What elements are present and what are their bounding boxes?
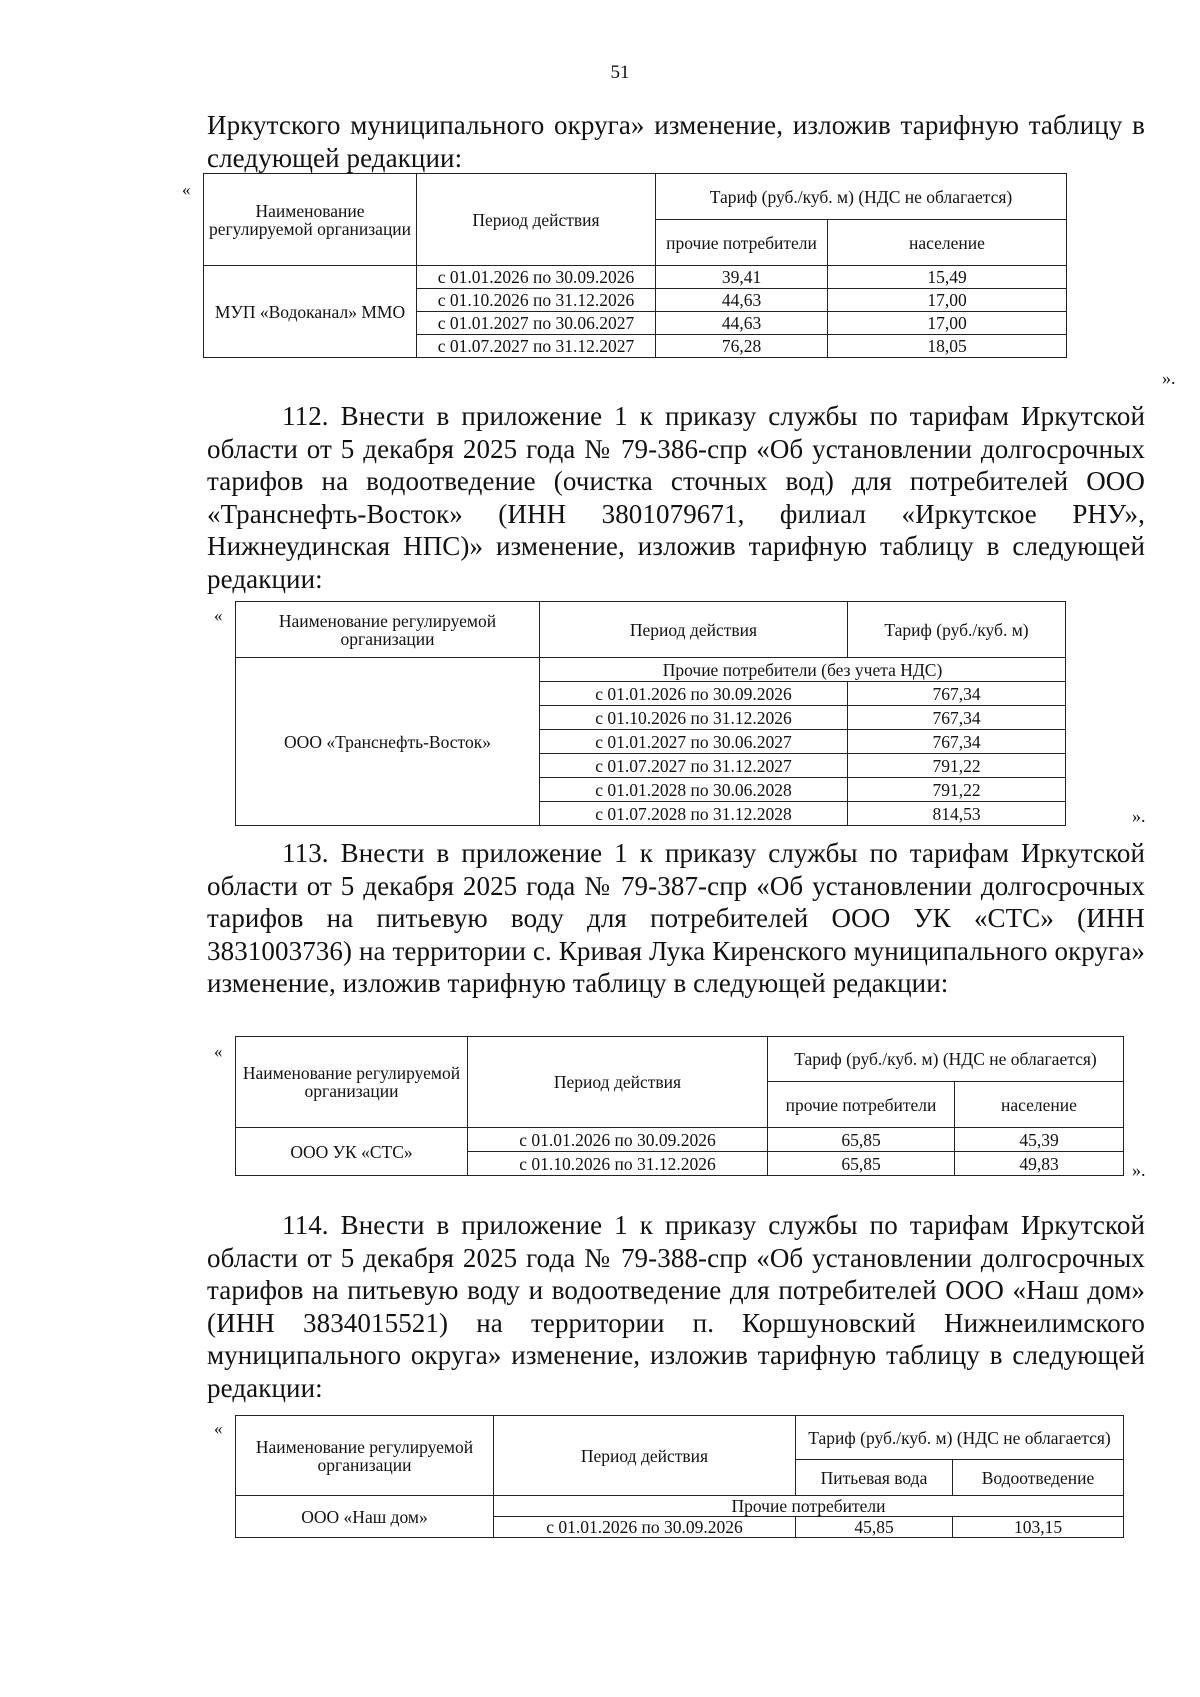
header-tariff: Тариф (руб./куб. м) (НДС не облагается) (656, 174, 1067, 220)
table-cell-value: 767,34 (848, 682, 1066, 706)
table2-open-quote: « (214, 606, 223, 625)
table-cell-value: 45,85 (796, 1517, 953, 1538)
header-tariff: Тариф (руб./куб. м) (НДС не облагается) (768, 1037, 1124, 1082)
header-population: население (828, 220, 1067, 266)
table-cell-value: 65,85 (768, 1128, 955, 1152)
table-cell-period: с 01.01.2026 по 30.09.2026 (540, 682, 848, 706)
header-drinking-water: Питьевая вода (796, 1460, 953, 1496)
subheader-other-consumers: Прочие потребители (без учета НДС) (540, 658, 1066, 682)
table-cell-period: с 01.10.2026 по 31.12.2026 (417, 289, 656, 312)
tariff-table-4 (235, 1415, 1124, 1538)
header-population: население (955, 1082, 1124, 1128)
paragraph-113: 113. Внести в приложение 1 к приказу службы по тарифам Иркутской области от 5 декабря 2025 года № 79-387-спр «Об установлении долгосрочных тарифов на питьевую воду для потребителей ООО УК «СТС» (ИНН 3831003736) на территории с. Кривая Лука Киренского муниципального округа» изменение, изложив тарифную таблицу в следующей редакции: (207, 838, 1145, 998)
header-org: Наименование регулируемой организации (204, 174, 417, 266)
header-period: Период действия (494, 1416, 796, 1496)
header-tariff: Тариф (руб./куб. м) (848, 602, 1066, 658)
table-cell-value: 791,22 (848, 778, 1066, 802)
table3-close-quote: ». (1132, 1160, 1146, 1180)
header-period: Период действия (468, 1037, 768, 1128)
table-cell-value: 17,00 (828, 289, 1067, 312)
tariff-table-3 (235, 1036, 1124, 1176)
org-name: ООО УК «СТС» (236, 1128, 468, 1176)
table-cell-period: с 01.01.2027 по 30.06.2027 (540, 730, 848, 754)
page-number: 51 (610, 62, 630, 83)
table-cell-period: с 01.01.2026 по 30.09.2026 (494, 1517, 796, 1538)
header-other-consumers: прочие потребители (656, 220, 828, 266)
header-period: Период действия (417, 174, 656, 266)
table2-close-quote: ». (1132, 806, 1146, 826)
table-cell-value: 76,28 (656, 335, 828, 358)
table-cell-value: 45,39 (955, 1128, 1124, 1152)
table-cell-value: 44,63 (656, 289, 828, 312)
paragraph-114: 114. Внести в приложение 1 к приказу службы по тарифам Иркутской области от 5 декабря 2025 года № 79-388-спр «Об установлении долгосрочных тарифов на питьевую воду и водоотведение для потребителей ООО «Наш дом» (ИНН 3834015521) на территории п. Коршуновский Нижнеилимского муниципального округа» изменение, изложив тарифную таблицу в следующей редакции: (207, 1210, 1145, 1403)
header-wastewater: Водоотведение (953, 1460, 1124, 1496)
table1-close-quote: ». (1162, 368, 1176, 388)
table3-open-quote: « (214, 1042, 223, 1061)
header-tariff: Тариф (руб./куб. м) (НДС не облагается) (796, 1416, 1124, 1460)
table-cell-period: с 01.10.2026 по 31.12.2026 (540, 706, 848, 730)
table-cell-value: 103,15 (953, 1517, 1124, 1538)
table-cell-value: 15,49 (828, 266, 1067, 289)
header-org: Наименование регулируемой организации (236, 1037, 468, 1128)
table4-open-quote: « (214, 1419, 223, 1438)
table-cell-value: 17,00 (828, 312, 1067, 335)
table-cell-period: с 01.10.2026 по 31.12.2026 (468, 1152, 768, 1176)
paragraph-112: 112. Внести в приложение 1 к приказу службы по тарифам Иркутской области от 5 декабря 2025 года № 79-386-спр «Об установлении долгосрочных тарифов на водоотведение (очистка сточных вод) для потребителей ООО «Транснефть-Восток» (ИНН 3801079671, филиал «Иркутское РНУ», Нижнеудинская НПС)» изменение, изложив тарифную таблицу в следующей редакции: (207, 401, 1145, 594)
table-cell-value: 44,63 (656, 312, 828, 335)
table-cell-value: 767,34 (848, 706, 1066, 730)
table-cell-value: 791,22 (848, 754, 1066, 778)
header-org: Наименование регулируемой организации (236, 1416, 494, 1496)
tariff-table-2 (235, 601, 1066, 826)
table-cell-value: 814,53 (848, 802, 1066, 826)
table-cell-period: с 01.01.2028 по 30.06.2028 (540, 778, 848, 802)
intro-paragraph: Иркутского муниципального округа» изменение, изложив тарифную таблицу в следующей редакции: (207, 110, 1145, 173)
table-cell-period: с 01.07.2027 по 31.12.2027 (540, 754, 848, 778)
table-cell-value: 65,85 (768, 1152, 955, 1176)
table-cell-period: с 01.01.2026 по 30.09.2026 (417, 266, 656, 289)
header-org: Наименование регулируемой организации (236, 602, 540, 658)
table1-open-quote: « (182, 180, 191, 199)
header-period: Период действия (540, 602, 848, 658)
org-name: ООО «Транснефть-Восток» (236, 658, 540, 826)
header-other-consumers: прочие потребители (768, 1082, 955, 1128)
tariff-table-1 (203, 173, 1067, 358)
table-cell-period: с 01.07.2028 по 31.12.2028 (540, 802, 848, 826)
table-cell-value: 767,34 (848, 730, 1066, 754)
table-cell-value: 39,41 (656, 266, 828, 289)
table-cell-value: 18,05 (828, 335, 1067, 358)
table-cell-value: 49,83 (955, 1152, 1124, 1176)
table-cell-period: с 01.01.2027 по 30.06.2027 (417, 312, 656, 335)
table-cell-period: с 01.07.2027 по 31.12.2027 (417, 335, 656, 358)
table-cell-period: с 01.01.2026 по 30.09.2026 (468, 1128, 768, 1152)
org-name: ООО «Наш дом» (236, 1496, 494, 1538)
subheader-other-consumers: Прочие потребители (494, 1496, 1124, 1517)
org-name: МУП «Водоканал» ММО (204, 266, 417, 358)
